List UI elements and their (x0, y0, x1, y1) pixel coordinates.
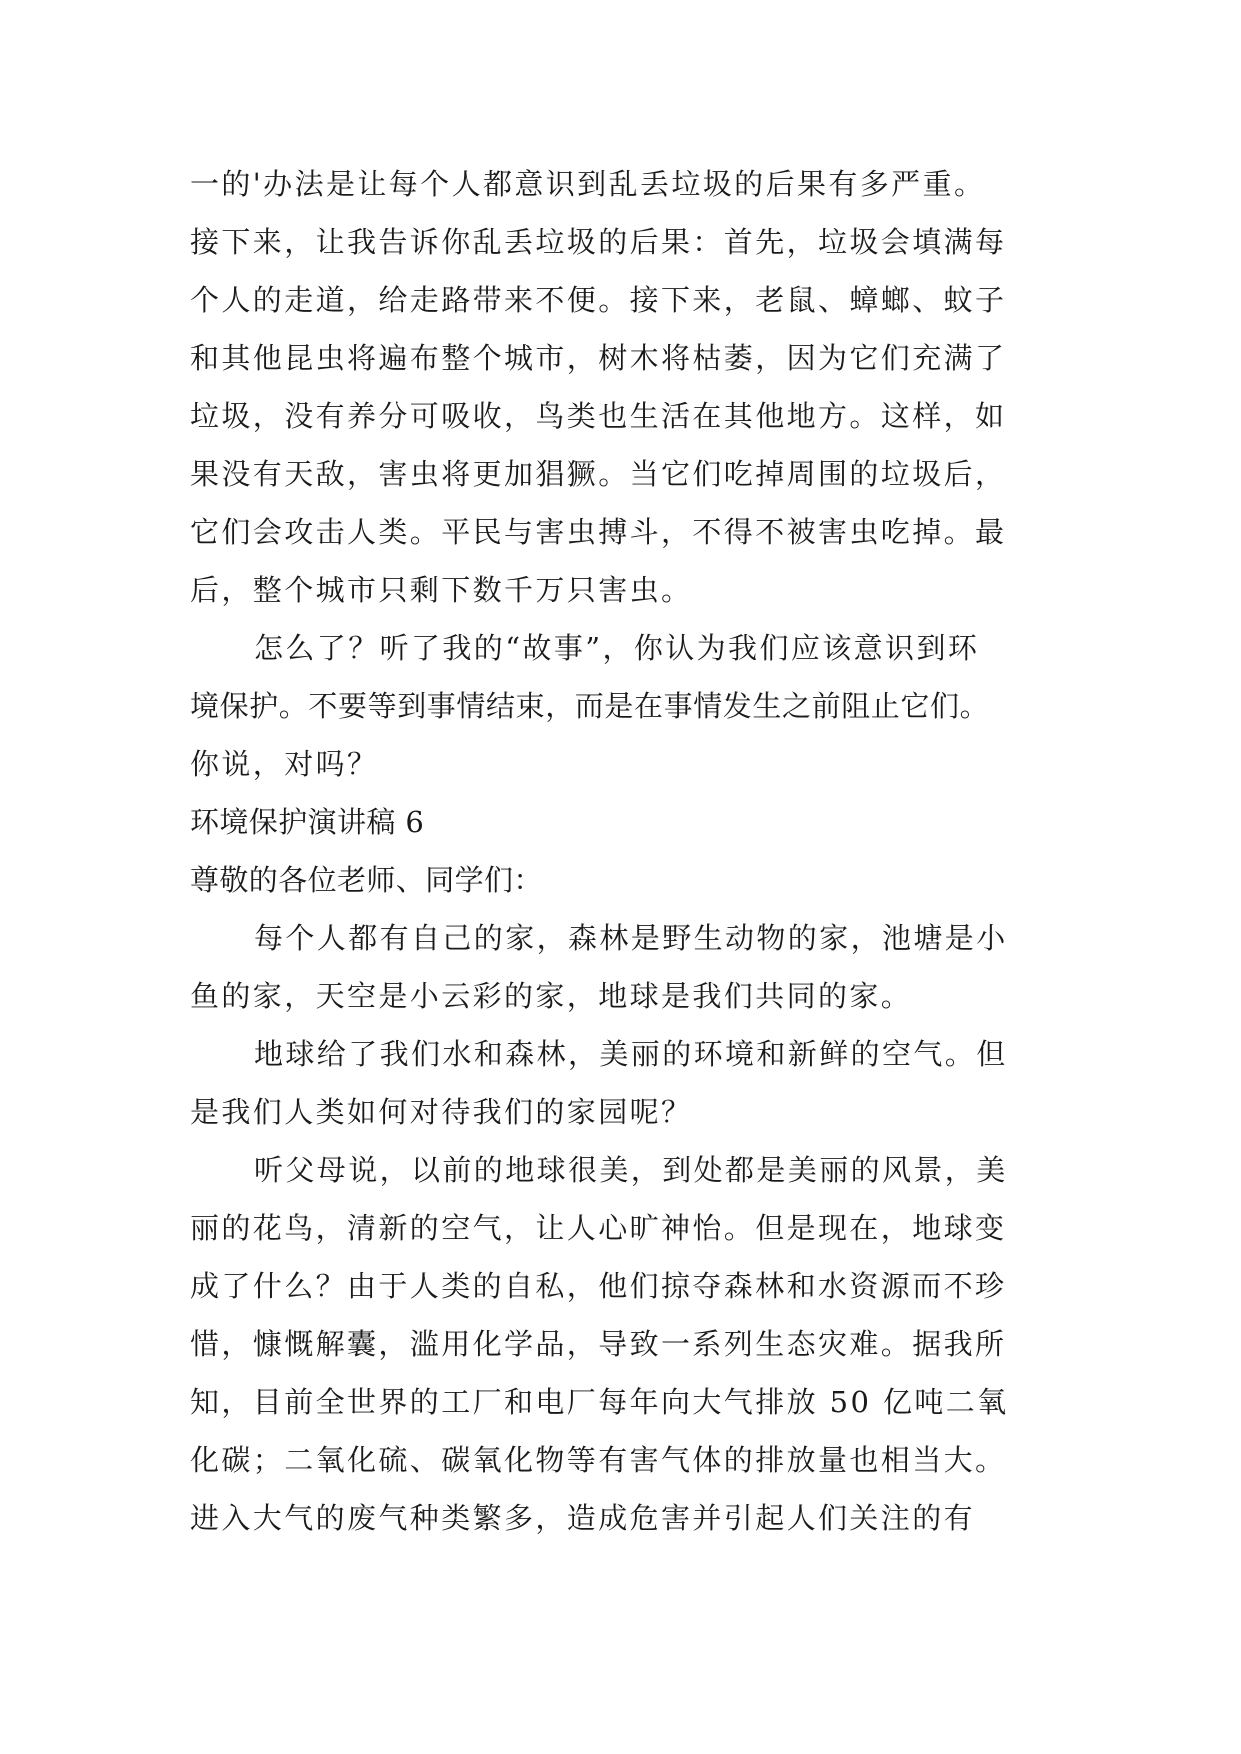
text-line: 惜，慷慨解囊，滥用化学品，导致一系列生态灾难。据我所 (190, 1327, 1007, 1361)
section-heading: 环境保护演讲稿 6 (190, 805, 425, 839)
text-line: 丽的花鸟，清新的空气，让人心旷神怡。但是现在，地球变 (190, 1211, 1007, 1245)
text-line: 接下来，让我告诉你乱丢垃圾的后果：首先，垃圾会填满每 (190, 225, 1007, 259)
paragraph-start-line: 每个人都有自己的家，森林是野生动物的家，池塘是小 (254, 921, 1008, 955)
text-line: 一的'办法是让每个人都意识到乱丢垃圾的后果有多严重。 (190, 167, 986, 201)
text-line: 后，整个城市只剩下数千万只害虫。 (190, 573, 693, 607)
text-line: 境保护。不要等到事情结束，而是在事情发生之前阻止它们。 (190, 689, 990, 723)
text-line: 知，目前全世界的工厂和电厂每年向大气排放 50 亿吨二氧 (190, 1385, 1009, 1419)
text-line: 垃圾，没有养分可吸收，鸟类也生活在其他地方。这样，如 (190, 399, 1007, 433)
text-line: 进入大气的废气种类繁多，造成危害并引起人们关注的有 (190, 1501, 976, 1535)
paragraph-start-line: 地球给了我们水和森林，美丽的环境和新鲜的空气。但 (254, 1037, 1008, 1071)
text-line: 成了什么？由于人类的自私，他们掠夺森林和水资源而不珍 (190, 1269, 1007, 1303)
text-line: 你说，对吗？ (190, 747, 379, 781)
document-body (190, 155, 1052, 1547)
salutation: 尊敬的各位老师、同学们： (190, 863, 543, 897)
text-line: 它们会攻击人类。平民与害虫搏斗，不得不被害虫吃掉。最 (190, 515, 1007, 549)
text-line: 和其他昆虫将遍布整个城市，树木将枯萎，因为它们充满了 (190, 341, 1007, 375)
text-line: 个人的走道，给走路带来不便。接下来，老鼠、蟑螂、蚊子 (190, 283, 1007, 317)
paragraph-start-line: 怎么了？听了我的“故事”，你认为我们应该意识到环 (254, 631, 980, 665)
text-line: 鱼的家，天空是小云彩的家，地球是我们共同的家。 (190, 979, 913, 1013)
text-line: 化碳；二氧化硫、碳氧化物等有害气体的排放量也相当大。 (190, 1443, 1007, 1477)
paragraph-start-line: 听父母说，以前的地球很美，到处都是美丽的风景，美 (254, 1153, 1008, 1187)
text-line: 是我们人类如何对待我们的家园呢？ (190, 1095, 693, 1129)
text-line: 果没有天敌，害虫将更加猖獗。当它们吃掉周围的垃圾后， (190, 457, 1007, 491)
